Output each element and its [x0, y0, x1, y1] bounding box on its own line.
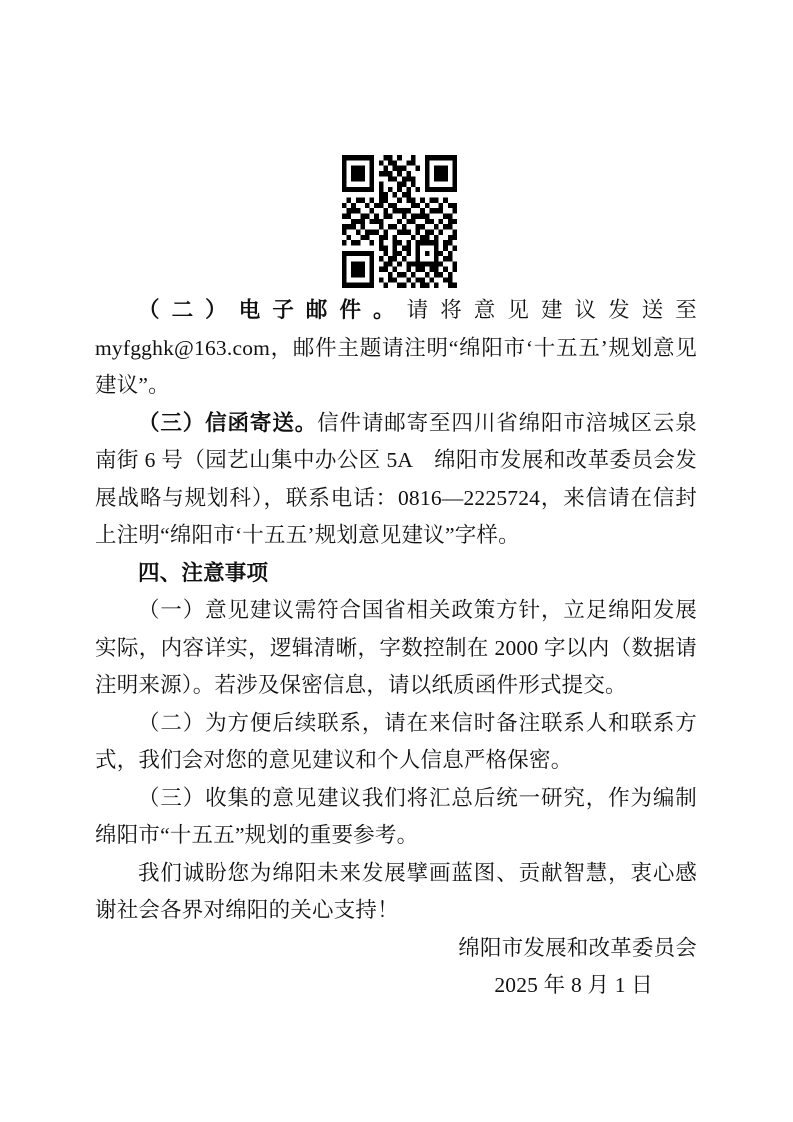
paragraph-note-3: （三）收集的意见建议我们将汇总后统一研究，作为编制绵阳市“十五五”规划的重要参考。: [95, 785, 697, 847]
document-body: [95, 292, 697, 1005]
paragraph-text: 请将意见建议发送至 myfgghk@163.com，邮件主题请注明“绵阳市‘十五五’规划意见建议”。: [95, 298, 697, 397]
paragraph-note-2: （二）为方便后续联系，请在来信时备注联系人和联系方式，我们会对您的意见建议和个人信息严格保密。: [95, 710, 697, 772]
paragraph-closing: 我们诚盼您为绵阳未来发展擘画蓝图、贡献智慧，衷心感谢社会各界对绵阳的关心支持！: [95, 860, 697, 922]
signature-date: 2025 年 8 月 1 日: [494, 973, 653, 997]
qr-code: [342, 155, 457, 288]
paragraph-lead-bold: （二）电子邮件。: [138, 298, 407, 322]
paragraph-note-1: （一）意见建议需符合国省相关政策方针，立足绵阳发展实际，内容详实，逻辑清晰，字数控制在 2000 字以内（数据请注明来源）。若涉及保密信息，请以纸质函件形式提交。: [95, 598, 697, 697]
signature-issuer: 绵阳市发展和改革委员会: [458, 935, 697, 960]
paragraph-email-channel: [95, 292, 697, 405]
paragraph-lead-bold: （三）信函寄送。: [138, 410, 318, 435]
paragraph-mail-channel: [95, 405, 697, 555]
paragraph-text: 信件请邮寄至四川省绵阳市涪城区云泉南街 6 号（园艺山集中办公区 5A 绵阳市发展和改革委员会发展战略与规划科），联系电话：0816—2225724，来信请在信封上注明“绵阳市‘十五五’规划意见建议”字样。: [95, 410, 698, 547]
section-heading-notes: 四、注意事项: [138, 560, 269, 585]
